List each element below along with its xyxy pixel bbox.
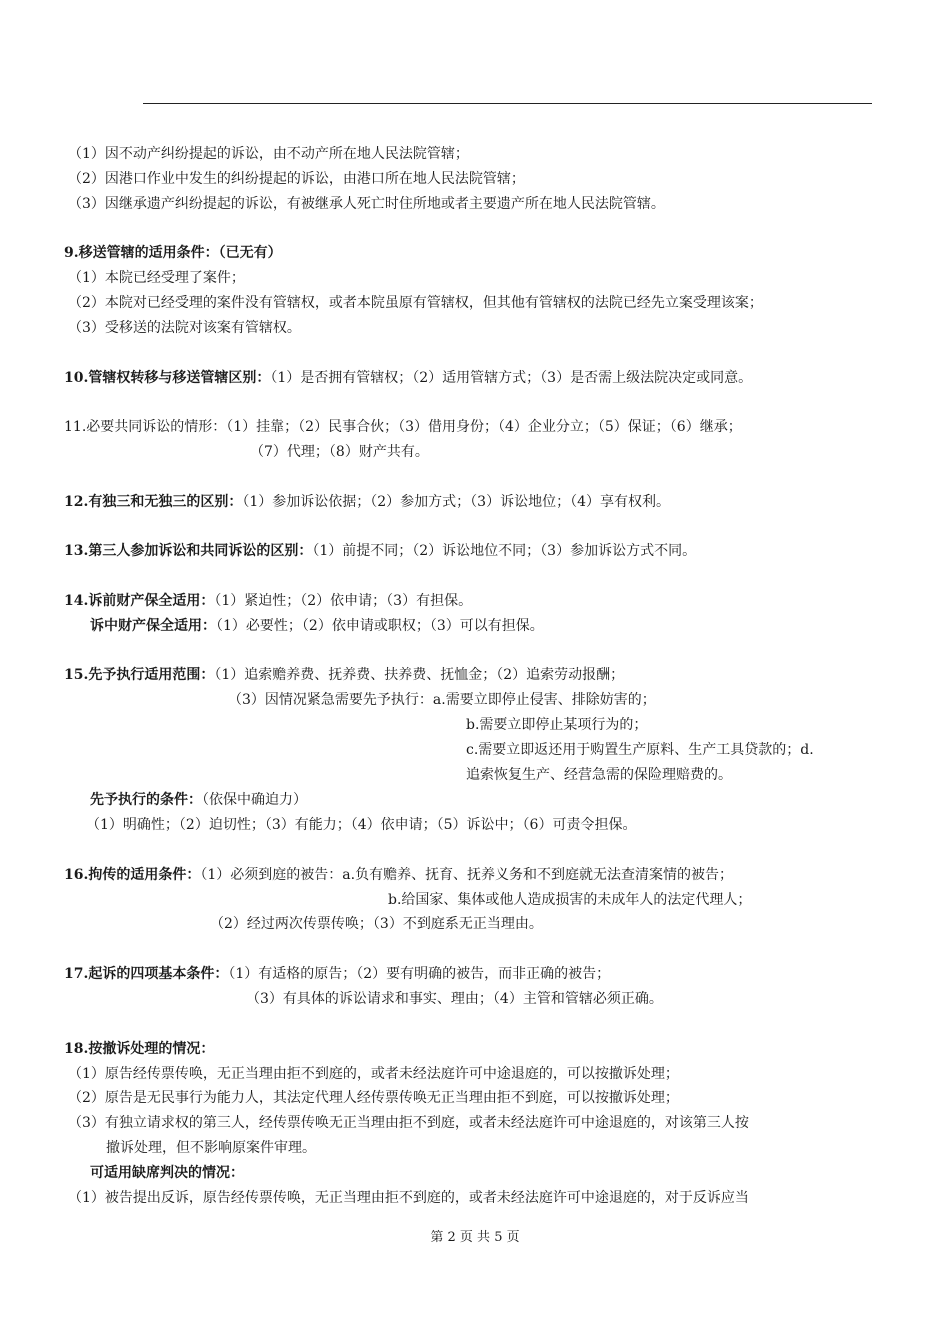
section-15-cond-title: 先予执行的条件： — [90, 792, 202, 808]
section-17-line-1 — [64, 964, 610, 984]
section-18-title: 18.按撤诉处理的情况： — [64, 1041, 215, 1057]
section-14-line-2 — [90, 616, 544, 636]
section-17-title: 17.起诉的四项基本条件： — [64, 966, 229, 982]
section-15-cond — [90, 790, 307, 810]
section-16-line-3: （2）经过两次传票传唤；（3）不到庭系无正当理由。 — [210, 916, 543, 932]
section-12-title: 12.有独三和无独三的区别： — [64, 494, 243, 510]
section-14-title-1: 14.诉前财产保全适用： — [64, 593, 215, 609]
section-13-title: 13.第三人参加诉讼和共同诉讼的区别： — [64, 543, 313, 559]
section-14-line-1 — [64, 591, 472, 611]
section-18-sub-item-1: （1）被告提出反诉，原告经传票传唤，无正当理由拒不到庭的，或者未经法庭许可中途退庭的，对于反诉应当 — [68, 1190, 749, 1206]
intro-item-3: （3）因继承遗产纠纷提起的诉讼，有被继承人死亡时住所地或者主要遗产所在地人民法院管辖。 — [68, 196, 665, 212]
section-15-text-1: （1）追索赡养费、抚养费、扶养费、抚恤金；（2）追索劳动报酬； — [214, 667, 625, 683]
section-9-item-2: （2）本院对已经受理的案件没有管辖权，或者本院虽原有管辖权，但其他有管辖权的法院已经先立案受理该案； — [68, 295, 763, 311]
section-15-cond-text: （1）明确性；（2）迫切性；（3）有能力；（4）依申请；（5）诉讼中；（6）可责令担保。 — [86, 817, 637, 833]
section-10-title: 10.管辖权转移与移送管辖区别： — [64, 370, 271, 386]
section-18-sub-title: 可适用缺席判决的情况： — [90, 1165, 244, 1181]
section-9-item-1: （1）本院已经受理了案件； — [68, 270, 245, 286]
section-18-item-2: （2）原告是无民事行为能力人，其法定代理人经传票传唤无正当理由拒不到庭，可以按撤诉处理； — [68, 1090, 679, 1106]
section-12-text: （1）参加诉讼依据；（2）参加方式；（3）诉讼地位；（4）享有权利。 — [242, 494, 670, 510]
section-17-text-1: （1）有适格的原告；（2）要有明确的被告，而非正确的被告； — [228, 966, 611, 982]
section-14-text-2: （1）必要性；（2）依申请或职权；（3）可以有担保。 — [216, 618, 544, 634]
section-18-item-3a: （3）有独立请求权的第三人，经传票传唤无正当理由拒不到庭，或者未经法庭许可中途退庭的，对该第三人按 — [68, 1115, 749, 1131]
section-17-line-2: （3）有具体的诉讼请求和事实、理由；（4）主管和管辖必须正确。 — [246, 991, 663, 1007]
section-16-line-2: b.给国家、集体或他人造成损害的未成年人的法定代理人； — [388, 892, 752, 908]
section-10-text: （1）是否拥有管辖权；（2）适用管辖方式；（3）是否需上级法院决定或同意。 — [270, 370, 753, 386]
section-15-line-5: 追索恢复生产、经营急需的保险理赔费的。 — [466, 767, 732, 783]
section-15-title: 15.先予执行适用范围： — [64, 667, 215, 683]
intro-item-2: （2）因港口作业中发生的纠纷提起的诉讼，由港口所在地人民法院管辖； — [68, 171, 525, 187]
section-11 — [64, 417, 742, 437]
section-15-cond-note: （依保中确迫力） — [202, 792, 307, 808]
section-16-line-1 — [64, 865, 733, 885]
section-9-title: 9.移送管辖的适用条件：（已无有） — [64, 245, 282, 261]
page-footer: 第 2 页 共 5 页 — [430, 1230, 520, 1245]
section-15-line-3: b.需要立即停止某项行为的； — [466, 717, 648, 733]
section-14-title-2: 诉中财产保全适用： — [90, 618, 216, 634]
section-16-text-1: （1）必须到庭的被告：a.负有赡养、抚育、抚养义务和不到庭就无法查清案情的被告； — [200, 867, 734, 883]
section-18-item-3b: 撤诉处理，但不影响原案件审理。 — [106, 1140, 316, 1156]
section-9-item-3: （3）受移送的法院对该案有管辖权。 — [68, 320, 301, 336]
section-15-line-2: （3）因情况紧急需要先予执行：a.需要立即停止侵害、排除妨害的； — [228, 692, 656, 708]
section-11-line-1: （1）挂靠；（2）民事合伙；（3）借用身份；（4）企业分立；（5）保证；（6）继承； — [226, 419, 742, 435]
section-15-line-1 — [64, 665, 624, 685]
section-13 — [64, 541, 696, 561]
section-13-text: （1）前提不同；（2）诉讼地位不同；（3）参加诉讼方式不同。 — [312, 543, 697, 559]
section-15-line-4: c.需要立即返还用于购置生产原料、生产工具贷款的；d. — [466, 742, 814, 758]
intro-item-1: （1）因不动产纠纷提起的诉讼，由不动产所在地人民法院管辖； — [68, 146, 469, 162]
section-12 — [64, 492, 670, 512]
section-11-line-2: （7）代理；（8）财产共有。 — [250, 444, 429, 460]
header-rule — [143, 103, 872, 104]
section-14-text-1: （1）紧迫性；（2）依申请；（3）有担保。 — [214, 593, 473, 609]
section-16-title: 16.拘传的适用条件： — [64, 867, 201, 883]
section-11-title: 11.必要共同诉讼的情形： — [64, 419, 227, 435]
section-18-item-1: （1）原告经传票传唤，无正当理由拒不到庭的，或者未经法庭许可中途退庭的，可以按撤诉处理； — [68, 1066, 679, 1082]
section-10 — [64, 368, 752, 388]
